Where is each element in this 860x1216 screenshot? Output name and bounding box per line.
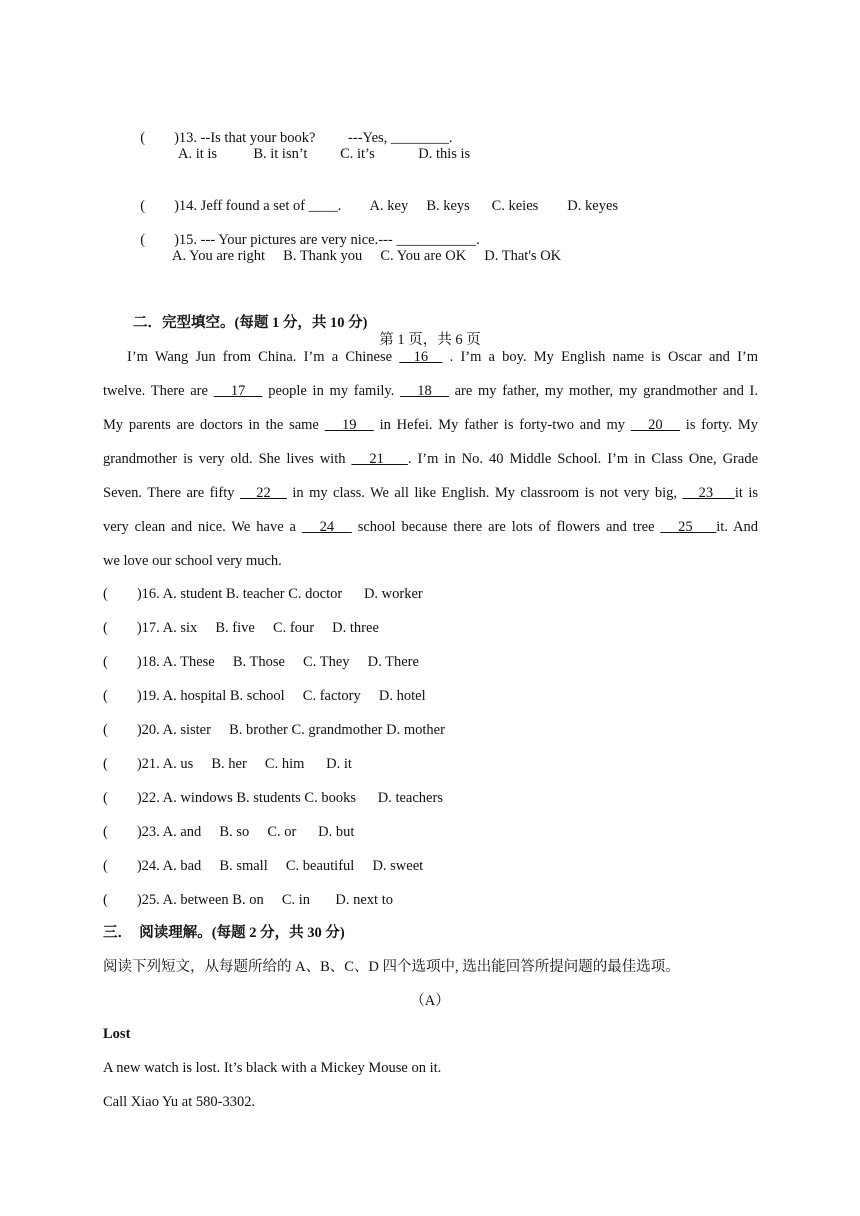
answer-paren[interactable]: ( ) (103, 824, 142, 840)
question-stem: 14. Jeff found a set of ____. A. key B. keys C. keies D. keyes (178, 198, 619, 214)
blank-20: 20 (630, 417, 681, 433)
cloze-option-16: ( )16. A. student B. teacher C. doctor D. worker (103, 586, 423, 602)
answer-paren[interactable]: ( ) (103, 790, 142, 806)
cloze-option-22: ( )22. A. windows B. students C. books D. teachers (103, 790, 443, 806)
section-2-title: 二．完型填空。(每题 1 分，共 10 分) (133, 315, 368, 331)
passage-line-5: Seven. There are fifty 22 in my class. We all like English. My classroom is not very big, 23 it is (103, 485, 759, 501)
q15-options: A. You are right B. Thank you C. You are OK D. That's OK (172, 248, 562, 264)
blank-21: 21 (351, 451, 408, 467)
cloze-option-20: ( )20. A. sister B. brother C. grandmother D. mother (103, 722, 445, 738)
answer-paren[interactable]: ( ) (103, 620, 142, 636)
passage-line-3: My parents are doctors in the same 19 in Hefei. My father is forty-two and my 20 is forty. My (103, 417, 759, 433)
cloze-option-19: ( )19. A. hospital B. school C. factory D. hotel (103, 688, 426, 704)
blank-22: 22 (239, 485, 287, 501)
q14-line (133, 179, 618, 215)
answer-paren[interactable]: ( ) (103, 756, 142, 772)
passage-line-4: grandmother is very old. She lives with 21 . I’m in No. 40 Middle School. I’m in Class One, Grade (103, 451, 759, 467)
passage-line-6: very clean and nice. We have a 24 school because there are lots of flowers and tree 25 it. And (103, 519, 759, 535)
page-footer: 第 1 页，共 6 页 (379, 332, 481, 348)
answer-paren[interactable]: ( ) (140, 232, 179, 248)
blank-19: 19 (324, 417, 374, 433)
answer-paren[interactable]: ( ) (103, 688, 142, 704)
answer-paren[interactable]: ( ) (103, 892, 142, 908)
blank-18: 18 (400, 383, 449, 399)
answer-paren[interactable]: ( ) (103, 654, 142, 670)
section-3-title: 三． 阅读理解。(每题 2 分，共 30 分) (103, 925, 345, 941)
passage-line-1: I’m Wang Jun from China. I’m a Chinese 16 . I’m a boy. My English name is Oscar and I’m (127, 349, 759, 365)
lost-line-1: A new watch is lost. It’s black with a Mickey Mouse on it. (103, 1060, 442, 1076)
q15-line (133, 213, 480, 249)
section-3-instruction: 阅读下列短文，从每题所给的 A、B、C、D 四个选项中, 选出能回答所提问题的最佳选项。 (103, 959, 680, 975)
cloze-option-24: ( )24. A. bad B. small C. beautiful D. sweet (103, 858, 424, 874)
question-stem: 13. --Is that your book? ---Yes, ________. (178, 130, 453, 146)
answer-paren[interactable]: ( ) (103, 722, 142, 738)
lost-title: Lost (103, 1026, 131, 1042)
answer-paren[interactable]: ( ) (103, 586, 142, 602)
answer-paren[interactable]: ( ) (140, 198, 179, 214)
q13-options: A. it is B. it isn’t C. it’s D. this is (178, 146, 471, 162)
blank-23: 23 (682, 485, 735, 501)
blank-25: 25 (660, 519, 717, 535)
passage-a-label: （A） (410, 993, 450, 1009)
blank-17: 17 (213, 383, 263, 399)
answer-paren[interactable]: ( ) (103, 858, 142, 874)
question-stem: 15. --- Your pictures are very nice.--- ___________. (178, 232, 480, 248)
cloze-option-21: ( )21. A. us B. her C. him D. it (103, 756, 352, 772)
cloze-option-25: ( )25. A. between B. on C. in D. next to (103, 892, 393, 908)
blank-24: 24 (301, 519, 352, 535)
cloze-option-23: ( )23. A. and B. so C. or D. but (103, 824, 355, 840)
q13-line (133, 111, 453, 147)
answer-paren[interactable]: ( ) (140, 130, 179, 146)
passage-line-2: twelve. There are 17 people in my family. 18 are my father, my mother, my grandmother and I. (103, 383, 759, 399)
passage-line-7: we love our school very much. (103, 553, 282, 569)
cloze-option-18: ( )18. A. These B. Those C. They D. There (103, 654, 419, 670)
blank-16: 16 (399, 349, 443, 365)
cloze-option-17: ( )17. A. six B. five C. four D. three (103, 620, 379, 636)
lost-line-2: Call Xiao Yu at 580-3302. (103, 1094, 256, 1110)
